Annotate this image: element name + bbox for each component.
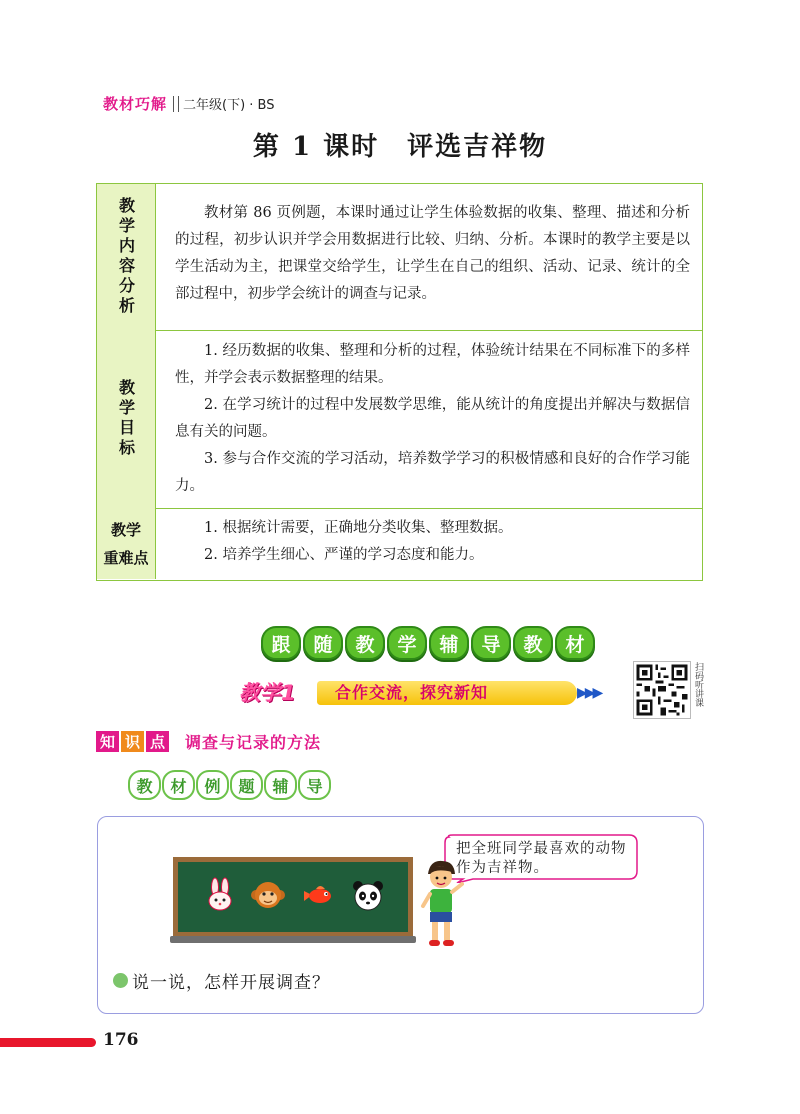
knowledge-point: 知 识 点 调查与记录的方法 xyxy=(96,730,321,753)
monkey-icon xyxy=(250,877,286,913)
row-content: 1. 经历数据的收集、整理和分析的过程，体验统计结果在不同标准下的多样性，并学会表示数据整理的结果。 2. 在学习统计的过程中发展数学思维，能从统计的角度提出并解决与数据信息有关的问题。 3. 参与合作交流的学习活动，培养数学学习的积极情感和良好的合作学习能力。 xyxy=(175,343,690,494)
running-header xyxy=(103,93,275,114)
row-label: 教学目标 xyxy=(97,330,156,508)
row-content: 教材第 86 页例题，本课时通过让学生体验数据的收集、整理、描述和分析的过程，初步认识并学会用数据进行比较、归纳、分析。本课时的教学主要是以学生活动为主，把课堂交给学生，让学生在自己的组织、活动、记录、统计的全部过程中，初步学会统计的调查与记录。 xyxy=(175,205,690,302)
qr-note: 扫码听讲课 xyxy=(693,662,703,707)
table-row-objectives xyxy=(97,330,702,509)
book-name: 教材巧解 xyxy=(103,95,168,113)
chalk-tray xyxy=(170,936,416,943)
table-row-content-analysis xyxy=(97,184,702,331)
section-banner: 跟 随 教 学 辅 导 教 材 xyxy=(261,626,595,660)
lesson-info-table xyxy=(96,183,703,581)
row-label: 教学内容分析 xyxy=(97,184,156,330)
section-text: 合作交流，探究新知 xyxy=(335,683,489,702)
question-text: 说一说，怎样开展调查？ xyxy=(132,973,330,993)
row-label: 教学 重难点 xyxy=(97,508,156,579)
qr-code-icon[interactable] xyxy=(633,661,691,719)
page-number: 176 xyxy=(103,1030,139,1050)
bullet-icon xyxy=(113,973,128,988)
question xyxy=(113,968,330,993)
boy-illustration xyxy=(418,858,464,950)
panda-icon xyxy=(350,877,386,913)
grade-label: 二年级(下) · BS xyxy=(183,98,275,113)
rabbit-icon xyxy=(202,877,238,913)
table-row-key-points xyxy=(97,508,702,579)
section-heading xyxy=(239,676,599,710)
footer-bar xyxy=(0,1038,96,1047)
row-content: 1. 根据统计需要，正确地分类收集、整理数据。 2. 培养学生细心、严谨的学习态度和能力。 xyxy=(204,520,513,563)
knowledge-point-title: 调查与记录的方法 xyxy=(185,733,322,752)
lesson-title: 第 1 课时 评选吉祥物 xyxy=(252,132,548,162)
example-subheading: 教 材 例 题 辅 导 xyxy=(128,770,331,800)
arrow-right-icon: ▶▶▶ xyxy=(577,685,601,701)
section-label: 教学1 xyxy=(239,681,296,705)
speech-text: 把全班同学最喜欢的动物作为吉祥物。 xyxy=(456,841,627,876)
goldfish-icon xyxy=(300,877,336,913)
header-divider xyxy=(173,96,179,112)
